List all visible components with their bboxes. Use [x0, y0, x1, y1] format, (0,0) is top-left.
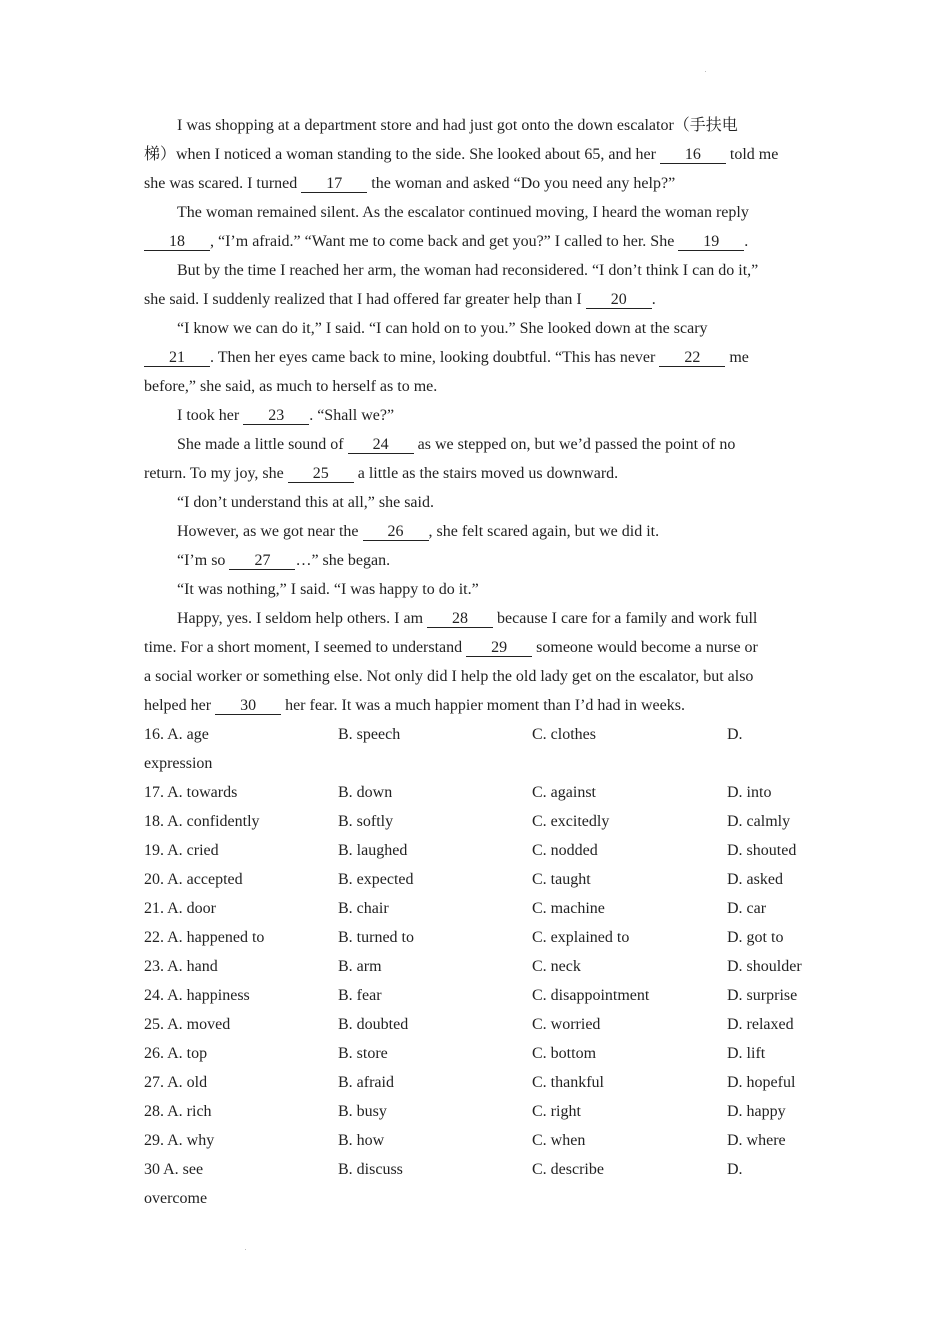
option-b: B. turned to	[338, 929, 414, 946]
option-b: B. arm	[338, 958, 382, 975]
passage-text: She made a little sound of	[177, 436, 348, 453]
blank-27: 27	[229, 552, 295, 570]
page-mark	[705, 71, 706, 72]
option-c: C. bottom	[532, 1045, 597, 1062]
option-c: C. neck	[532, 958, 581, 975]
passage-line	[144, 696, 685, 716]
passage-text: .	[744, 233, 749, 250]
passage-line	[177, 551, 390, 571]
passage-text: “I’m so	[177, 552, 230, 569]
passage-text: before,” she said, as much to herself as to me.	[144, 378, 438, 395]
passage-line	[177, 406, 394, 426]
passage-text: time. For a short moment, I seemed to understand	[144, 639, 467, 656]
option-a: 20. A. accepted	[144, 871, 243, 888]
blank-23: 23	[243, 407, 309, 425]
option-d: D. car	[727, 900, 767, 917]
option-d: D. shouted	[727, 842, 797, 859]
option-b: B. expected	[338, 871, 414, 888]
blank-28: 28	[427, 610, 493, 628]
option-a: 23. A. hand	[144, 958, 218, 975]
option-a: 21. A. door	[144, 900, 216, 917]
option-c: C. machine	[532, 900, 605, 917]
blank-21: 21	[144, 349, 210, 367]
option-a: 16. A. age	[144, 726, 209, 743]
option-a: 27. A. old	[144, 1074, 208, 1091]
option-b: B. speech	[338, 726, 401, 743]
passage-text: I was shopping at a department store and had just got onto the down escalator（手扶电	[177, 117, 738, 134]
passage-text: because I care for a family and work full	[493, 610, 758, 627]
passage-text: as we stepped on, but we’d passed the point of no	[413, 436, 736, 453]
blank-24: 24	[348, 436, 414, 454]
option-c: C. right	[532, 1103, 581, 1120]
passage-line	[144, 638, 758, 658]
option-d: D. relaxed	[727, 1016, 794, 1033]
option-a: 30 A. see	[144, 1161, 204, 1178]
passage-line	[177, 609, 757, 629]
passage-text: return. To my joy, she	[144, 465, 288, 482]
option-b: B. chair	[338, 900, 389, 917]
passage-line	[177, 203, 749, 223]
passage-line	[144, 348, 749, 368]
option-b: B. discuss	[338, 1161, 403, 1178]
option-d-continued: expression	[144, 755, 213, 772]
passage-line	[177, 580, 479, 600]
passage-text: The woman remained silent. As the escalator continued moving, I heard the woman reply	[177, 204, 749, 221]
passage-line	[177, 261, 758, 281]
passage-text: , she felt scared again, but we did it.	[428, 523, 660, 540]
passage-line	[177, 493, 434, 513]
passage-text: told me	[725, 146, 779, 163]
passage-text: , “I’m afraid.” “Want me to come back and get you?” I called to her. She	[210, 233, 679, 250]
passage-text: the woman and asked “Do you need any help?”	[367, 175, 676, 192]
option-d: D.	[727, 1161, 743, 1178]
passage-text: her fear. It was a much happier moment than I’d had in weeks.	[281, 697, 685, 714]
option-c: C. taught	[532, 871, 591, 888]
option-b: B. busy	[338, 1103, 387, 1120]
passage-line	[177, 435, 735, 455]
option-a: 29. A. why	[144, 1132, 215, 1149]
option-c: C. explained to	[532, 929, 630, 946]
option-b: B. down	[338, 784, 393, 801]
passage-text: “I know we can do it,” I said. “I can hold on to you.” She looked down at the scary	[177, 320, 708, 337]
option-c: C. worried	[532, 1016, 601, 1033]
option-c: C. thankful	[532, 1074, 604, 1091]
option-d: D. hopeful	[727, 1074, 796, 1091]
passage-text: “I don’t understand this at all,” she said.	[177, 494, 434, 511]
passage-line	[144, 232, 748, 252]
blank-22: 22	[659, 349, 725, 367]
passage-line	[177, 522, 659, 542]
option-c: C. excitedly	[532, 813, 610, 830]
passage-text: …” she began.	[295, 552, 391, 569]
passage-text: Happy, yes. I seldom help others. I am	[177, 610, 428, 627]
passage-line	[144, 667, 753, 687]
passage-text: . “Shall we?”	[309, 407, 395, 424]
passage-line	[144, 290, 656, 310]
passage-text: she said. I suddenly realized that I had offered far greater help than I	[144, 291, 586, 308]
blank-20: 20	[586, 291, 652, 309]
option-d: D. shoulder	[727, 958, 802, 975]
passage-text: However, as we got near the	[177, 523, 363, 540]
option-a: 18. A. confidently	[144, 813, 260, 830]
blank-18: 18	[144, 233, 210, 251]
option-d: D. surprise	[727, 987, 798, 1004]
passage-text: a social worker or something else. Not only did I help the old lady get on the escalator, but also	[144, 668, 754, 685]
blank-25: 25	[288, 465, 354, 483]
passage-text: a little as the stairs moved us downward.	[353, 465, 619, 482]
blank-17: 17	[301, 175, 367, 193]
blank-26: 26	[363, 523, 429, 541]
option-d: D. got to	[727, 929, 784, 946]
option-d: D. calmly	[727, 813, 791, 830]
option-a: 24. A. happiness	[144, 987, 250, 1004]
option-d: D. asked	[727, 871, 783, 888]
passage-text: 梯）when I noticed a woman standing to the side. She looked about 65, and her	[144, 146, 660, 163]
option-a: 26. A. top	[144, 1045, 208, 1062]
option-b: B. laughed	[338, 842, 408, 859]
passage-text: me	[725, 349, 749, 366]
blank-16: 16	[660, 146, 726, 164]
option-a: 25. A. moved	[144, 1016, 231, 1033]
option-c: C. clothes	[532, 726, 596, 743]
option-c: C. when	[532, 1132, 586, 1149]
option-a: 19. A. cried	[144, 842, 219, 859]
option-c: C. disappointment	[532, 987, 650, 1004]
blank-19: 19	[678, 233, 744, 251]
passage-text: . Then her eyes came back to mine, looking doubtful. “This has never	[210, 349, 660, 366]
passage-line	[144, 464, 618, 484]
passage-line	[144, 377, 437, 397]
option-d: D. into	[727, 784, 772, 801]
passage-line	[177, 319, 708, 339]
passage-text: But by the time I reached her arm, the woman had reconsidered. “I don’t think I can do it,”	[177, 262, 759, 279]
option-b: B. fear	[338, 987, 382, 1004]
blank-30: 30	[215, 697, 281, 715]
option-b: B. store	[338, 1045, 388, 1062]
passage-line	[144, 145, 778, 165]
passage-text: I took her	[177, 407, 244, 424]
option-b: B. doubted	[338, 1016, 409, 1033]
option-d: D. happy	[727, 1103, 786, 1120]
passage-text: someone would become a nurse or	[532, 639, 758, 656]
option-c: C. describe	[532, 1161, 604, 1178]
passage-line	[177, 116, 738, 136]
option-c: C. against	[532, 784, 596, 801]
option-b: B. afraid	[338, 1074, 394, 1091]
passage-line	[144, 174, 675, 194]
passage-text: helped her	[144, 697, 216, 714]
blank-29: 29	[466, 639, 532, 657]
option-d: D.	[727, 726, 743, 743]
option-d-continued: overcome	[144, 1190, 208, 1207]
option-d: D. where	[727, 1132, 786, 1149]
option-a: 28. A. rich	[144, 1103, 212, 1120]
option-a: 17. A. towards	[144, 784, 238, 801]
option-d: D. lift	[727, 1045, 766, 1062]
option-b: B. how	[338, 1132, 385, 1149]
passage-text: .	[651, 291, 656, 308]
passage-text: “It was nothing,” I said. “I was happy to do it.”	[177, 581, 479, 598]
page-mark	[245, 1249, 246, 1250]
option-a: 22. A. happened to	[144, 929, 265, 946]
option-b: B. softly	[338, 813, 394, 830]
passage-text: she was scared. I turned	[144, 175, 302, 192]
option-c: C. nodded	[532, 842, 598, 859]
